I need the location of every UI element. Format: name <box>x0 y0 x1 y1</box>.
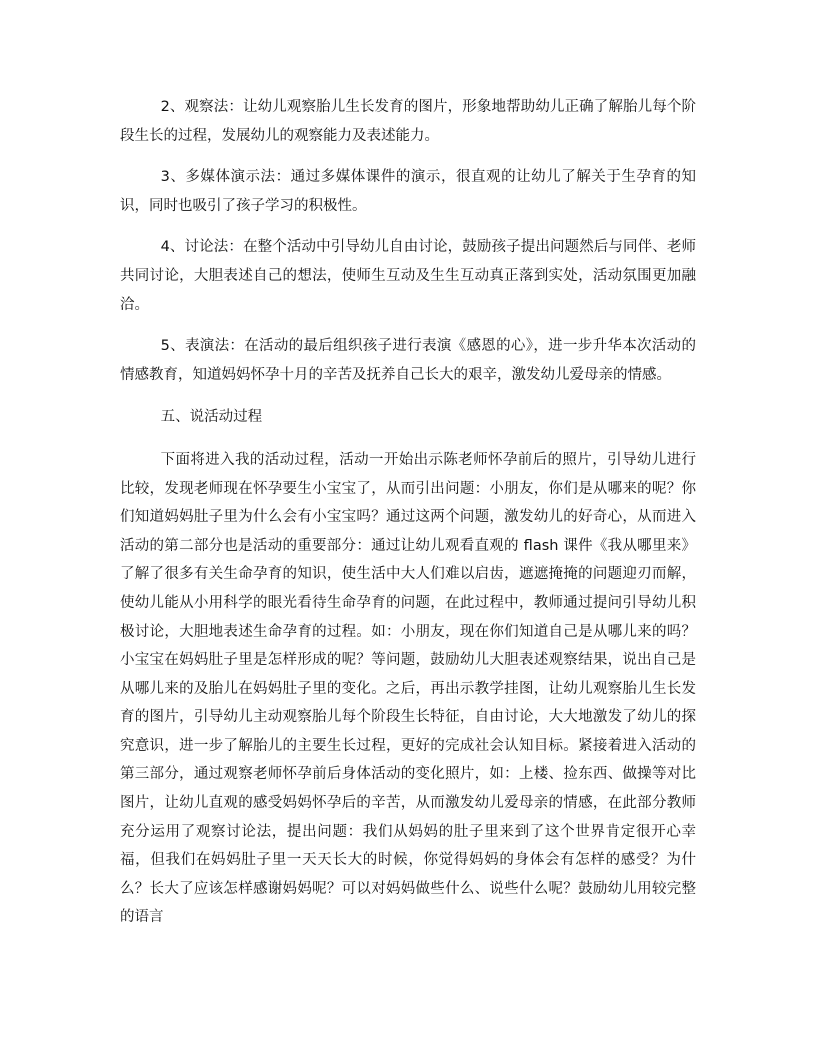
method-performance-paragraph: 5、表演法：在活动的最后组织孩子进行表演《感恩的心》，进一步升华本次活动的情感教育，知道妈妈怀孕十月的辛苦及抚养自己长大的艰辛，激发幼儿爱母亲的情感。 <box>120 338 696 383</box>
method-observation-paragraph: 2、观察法：让幼儿观察胎儿生长发育的图片，形象地帮助幼儿正确了解胎儿每个阶段生长的过程，发展幼儿的观察能力及表述能力。 <box>120 99 696 144</box>
method-multimedia-paragraph: 3、多媒体演示法：通过多媒体课件的演示，很直观的让幼儿了解关于生孕育的知识，同时也吸引了孩子学习的积极性。 <box>120 169 696 214</box>
method-discussion-paragraph: 4、讨论法：在整个活动中引导幼儿自由讨论，鼓励孩子提出问题然后与同伴、老师共同讨论，大胆表述自己的想法，使师生互动及生生互动真正落到实处，活动氛围更加融洽。 <box>120 239 696 313</box>
section-heading: 五、说活动过程 <box>160 409 263 426</box>
activity-process-paragraph: 下面将进入我的活动过程，活动一开始出示陈老师怀孕前后的照片，引导幼儿进行比较，发现老师现在怀孕要生小宝宝了，从而引出问题：小朋友，你们是从哪来的呢？你们知道妈妈肚子里为什么会有小宝宝吗？通过这两个问题，激发幼儿的好奇心，从而进入活动的第二部分也是活动的重要部分：通过让幼儿观看直观的 flash 课件《我从哪里来》了解了很多有关生命孕育的知识，使生活中大人们难以启齿，遮遮掩掩的问题迎刃而解，使幼儿能从小用科学的眼光看待生命孕育的问题，在此过程中，教师通过提问引导幼儿积极讨论，大胆地表述生命孕育的过程。如：小朋友，现在你们知道自己是从哪儿来的吗？小宝宝在妈妈肚子里是怎样形成的呢？等问题，鼓励幼儿大胆表述观察结果，说出自己是从哪儿来的及胎儿在妈妈肚子里的变化。之后，再出示教学挂图，让幼儿观察胎儿生长发育的图片，引导幼儿主动观察胎儿每个阶段生长特征，自由讨论，大大地激发了幼儿的探究意识，进一步了解胎儿的主要生长过程，更好的完成社会认知目标。紧接着进入活动的第三部分，通过观察老师怀孕前后身体活动的变化照片，如：上楼、捡东西、做操等对比图片，让幼儿直观的感受妈妈怀孕后的辛苦，从而激发幼儿爱母亲的情感，在此部分教师充分运用了观察讨论法，提出问题：我们从妈妈的肚子里来到了这个世界肯定很开心幸福，但我们在妈妈肚子里一天天长大的时候，你觉得妈妈的身体会有怎样的感受？为什么？长大了应该怎样感谢妈妈呢？可以对妈妈做些什么、说些什么呢？鼓励幼儿用较完整的语言 <box>120 451 696 926</box>
document-body <box>120 93 696 945</box>
